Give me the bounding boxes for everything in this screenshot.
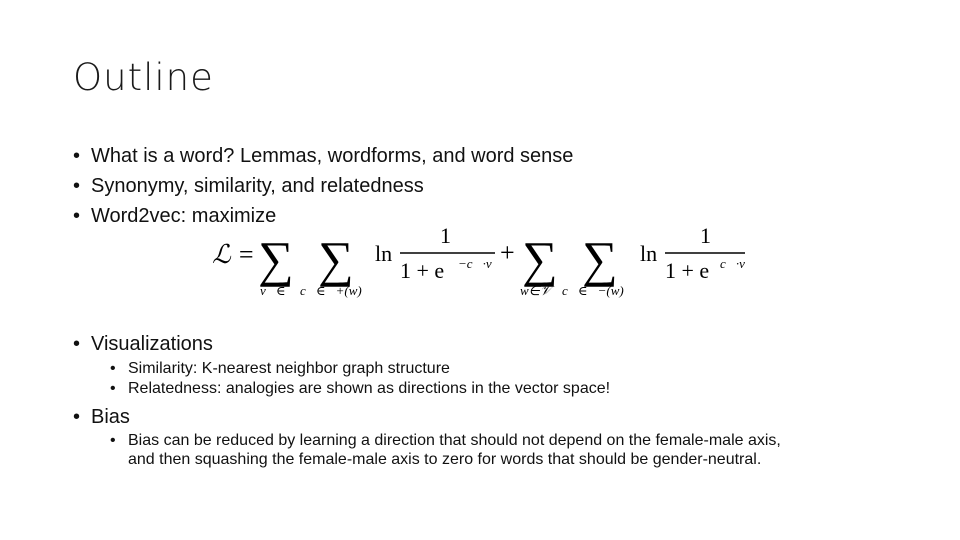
bullet-text: and then squashing the female-male axis to zero for words that should be gender-neutral. [128,451,762,468]
sub-bullet-relatedness [110,380,610,398]
bullet-dot-icon: • [73,333,81,355]
bullet-text: Bias [91,406,130,428]
bullet-dot-icon: • [73,205,81,227]
bullet-dot-icon: • [110,380,116,397]
formula-exp-2: c⃗·v⃗ [720,256,756,271]
formula-exp-1: −c⃗·v⃗ [458,256,502,271]
bullet-text: Relatedness: analogies are shown as directions in the vector space! [128,380,611,397]
bullet-synonymy [73,175,424,198]
bullet-dot-icon: • [110,432,116,449]
formula-sub-4: c⃗∈𝒟−(w) [562,283,624,298]
bullet-bias [73,406,130,429]
formula-lhs: ℒ = [212,240,255,269]
bullet-dot-icon: • [110,360,116,377]
sub-bullet-similarity [110,360,450,378]
bullet-text: Similarity: K-nearest neighbor graph structure [128,360,450,377]
bullet-dot-icon: • [73,406,81,428]
formula-ln-2: ln [640,241,658,266]
bullet-text: Bias can be reduced by learning a direction that should not depend on the female-male axis, [128,432,781,449]
formula-sum-3: ∑ [522,231,558,287]
bullet-text: Synonymy, similarity, and relatedness [91,175,424,197]
formula-num-2: 1 [700,223,711,248]
formula-sum-2: ∑ [318,231,354,287]
formula-sum-4: ∑ [582,231,618,287]
bullet-word-definition [73,145,573,168]
bullet-text: Word2vec: maximize [91,205,277,227]
bullet-dot-icon: • [73,145,81,167]
formula-plus: + [500,238,515,267]
sub-bullet-bias-continuation [128,451,761,469]
formula-num-1: 1 [440,223,451,248]
bullet-text: What is a word? Lemmas, wordforms, and word sense [91,145,574,167]
formula-sum-1: ∑ [258,231,294,287]
formula-ln-1: ln [375,241,393,266]
bullet-dot-icon: • [73,175,81,197]
formula-sub-2: c⃗∈𝒟+(w) [300,283,362,298]
formula-sub-3: w∈𝒱 [520,283,551,298]
bullet-text: Visualizations [91,333,213,355]
bullet-visualizations [73,333,213,356]
word2vec-objective-formula [210,218,760,308]
formula-sub-1: v⃗∈𝒱 [260,283,296,298]
sub-bullet-bias-reduction [110,432,781,450]
formula-denom-2: 1 + e [665,258,710,283]
slide-title: Outline [73,56,214,99]
formula-denom-1: 1 + e [400,258,445,283]
